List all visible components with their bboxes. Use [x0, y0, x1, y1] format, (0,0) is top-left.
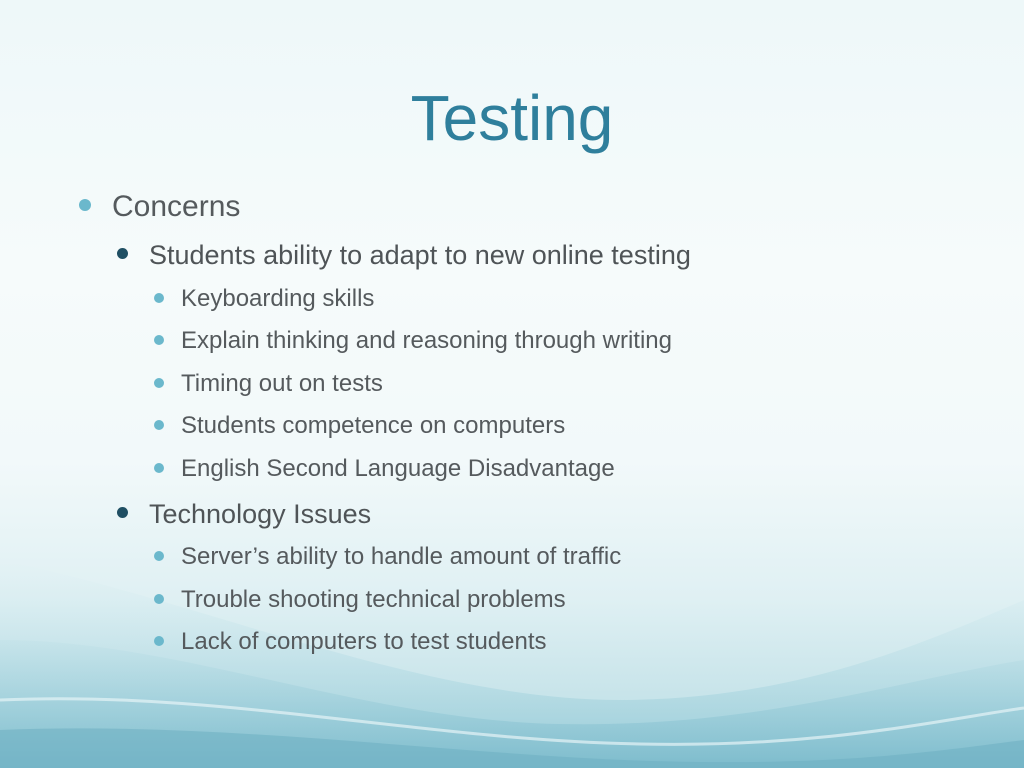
- bullet-text: Lack of computers to test students: [181, 628, 547, 655]
- bullet-level3-keyboarding: [181, 285, 374, 313]
- bullet-level3-esl: [181, 455, 615, 483]
- bullet-dot-icon: [154, 335, 164, 345]
- bullet-level1-concerns: [112, 190, 240, 224]
- bullet-level2-technology-issues: [149, 499, 371, 529]
- bullet-text: Students ability to adapt to new online testing: [149, 240, 691, 270]
- bullet-level3-server: [181, 543, 621, 571]
- bullet-level3-timing-out: [181, 370, 383, 398]
- bullet-text: Students competence on computers: [181, 412, 566, 439]
- bullet-dot-icon: [154, 636, 164, 646]
- bullet-text: Explain thinking and reasoning through writing: [181, 327, 672, 354]
- bullet-level3-troubleshooting: [181, 586, 566, 614]
- bullet-dot-icon: [154, 378, 164, 388]
- bullet-text: English Second Language Disadvantage: [181, 455, 615, 482]
- slide-title: Testing: [410, 82, 614, 154]
- bullet-level2-students-ability: [149, 240, 691, 270]
- bullet-dot-icon: [79, 199, 91, 211]
- bullet-level3-competence: [181, 412, 565, 440]
- bullet-dot-icon: [154, 551, 164, 561]
- bullet-dot-icon: [117, 248, 128, 259]
- bullet-text: Keyboarding skills: [181, 285, 375, 312]
- bullet-dot-icon: [154, 463, 164, 473]
- bullet-dot-icon: [154, 594, 164, 604]
- bullet-dot-icon: [154, 293, 164, 303]
- bullet-text: Timing out on tests: [181, 370, 383, 397]
- bullet-text: Server’s ability to handle amount of traffic: [181, 543, 622, 570]
- bullet-dot-icon: [154, 420, 164, 430]
- bullet-dot-icon: [117, 507, 128, 518]
- bullet-text: Concerns: [112, 190, 241, 223]
- bullet-text: Trouble shooting technical problems: [181, 586, 566, 613]
- bullet-level3-lack-of-computers: [181, 628, 547, 656]
- bullet-level3-explain-thinking: [181, 327, 672, 355]
- bullet-text: Technology Issues: [149, 499, 372, 529]
